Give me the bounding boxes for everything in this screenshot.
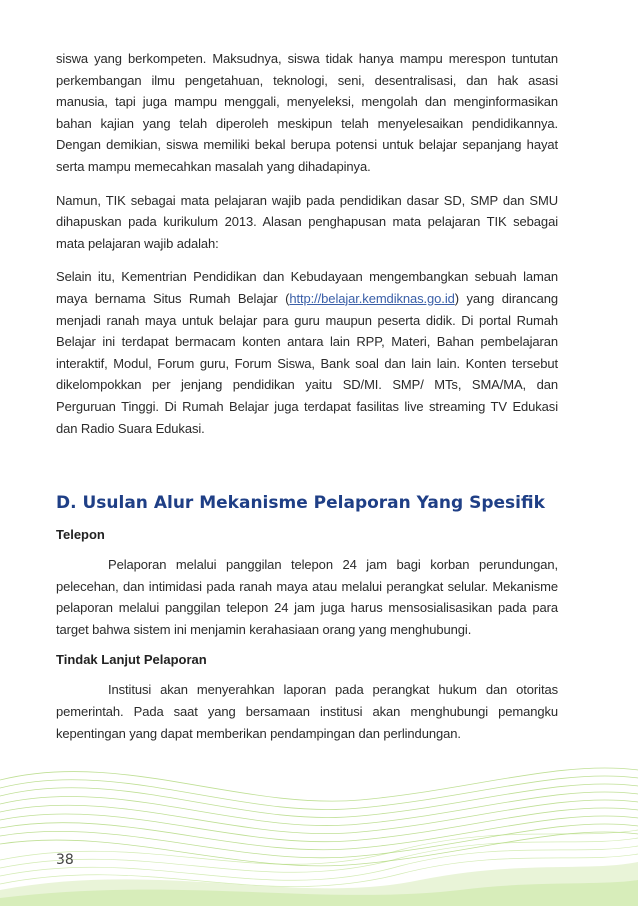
tindak-lanjut-subheading: Tindak Lanjut Pelaporan — [56, 652, 207, 668]
paragraph-2: Namun, TIK sebagai mata pelajaran wajib pada pendidikan dasar SD, SMP dan SMU dihapuskan pada kurikulum 2013. Alasan penghapusan mata pelajaran TIK sebagai mata pelajaran wajib adalah: — [56, 192, 558, 251]
telepon-subheading: Telepon — [56, 527, 105, 543]
paragraph-3-text-b: ) yang dirancang menjadi ranah maya untuk belajar para guru maupun peserta didik. Di portal Rumah Belajar ini terdapat bermacam konten antara lain RPP, Materi, Bahan pembelajaran interaktif, Modul, Forum guru, Forum Siswa, Bank soal dan lain lain. Konten tersebut dikelompokkan per jenjang pendidikan yaitu SD/MI. SMP/ MTs, SMA/MA, dan Perguruan Tinggi. Di Rumah Belajar juga terdapat fasilitas live streaming TV Edukasi dan Radio Suara Edukasi. — [56, 290, 558, 436]
page-number: 38 — [56, 852, 74, 868]
body-text — [56, 48, 558, 756]
section-heading: D. Usulan Alur Mekanisme Pelaporan Yang Spesifik — [56, 493, 545, 514]
tindak-lanjut-paragraph: Institusi akan menyerahkan laporan pada perangkat hukum dan otoritas pemerintah. Pada saat yang bersamaan institusi akan menghubungi pemangku kepentingan yang dapat memberikan pendampingan dan perlindungan. — [56, 682, 558, 741]
rumah-belajar-link[interactable]: http://belajar.kemdiknas.go.id — [289, 290, 455, 306]
paragraph-3-text-a: Selain itu, Kementrian Pendidikan dan Kebudayaan mengembangkan sebuah laman maya bernama Situs Rumah Belajar ( — [56, 269, 558, 306]
paragraph-1: siswa yang berkompeten. Maksudnya, siswa tidak hanya mampu merespon tuntutan perkembangan ilmu pengetahuan, teknologi, seni, desentralisasi, dan hak asasi manusia, tapi juga mampu menggali, menyeleksi, mengolah dan menginformasikan bahan kajian yang telah diperoleh meskipun telah menyelesaikan pendidikannya. Dengan demikian, siswa memiliki bekal berupa potensi untuk belajar sepanjang hayat serta mampu memecahkan masalah yang dihadapinya. — [56, 51, 558, 174]
paragraph-3 — [56, 266, 558, 439]
telepon-paragraph: Pelaporan melalui panggilan telepon 24 jam bagi korban perundungan, pelecehan, dan intimidasi pada ranah maya atau melalui perangkat selular. Mekanisme pelaporan melalui panggilan telepon 24 jam juga harus mensosialisasikan pada para target bahwa sistem ini menjamin kerahasiaan orang yang menghubungi. — [56, 557, 558, 637]
green-wave-decoration — [0, 740, 638, 906]
